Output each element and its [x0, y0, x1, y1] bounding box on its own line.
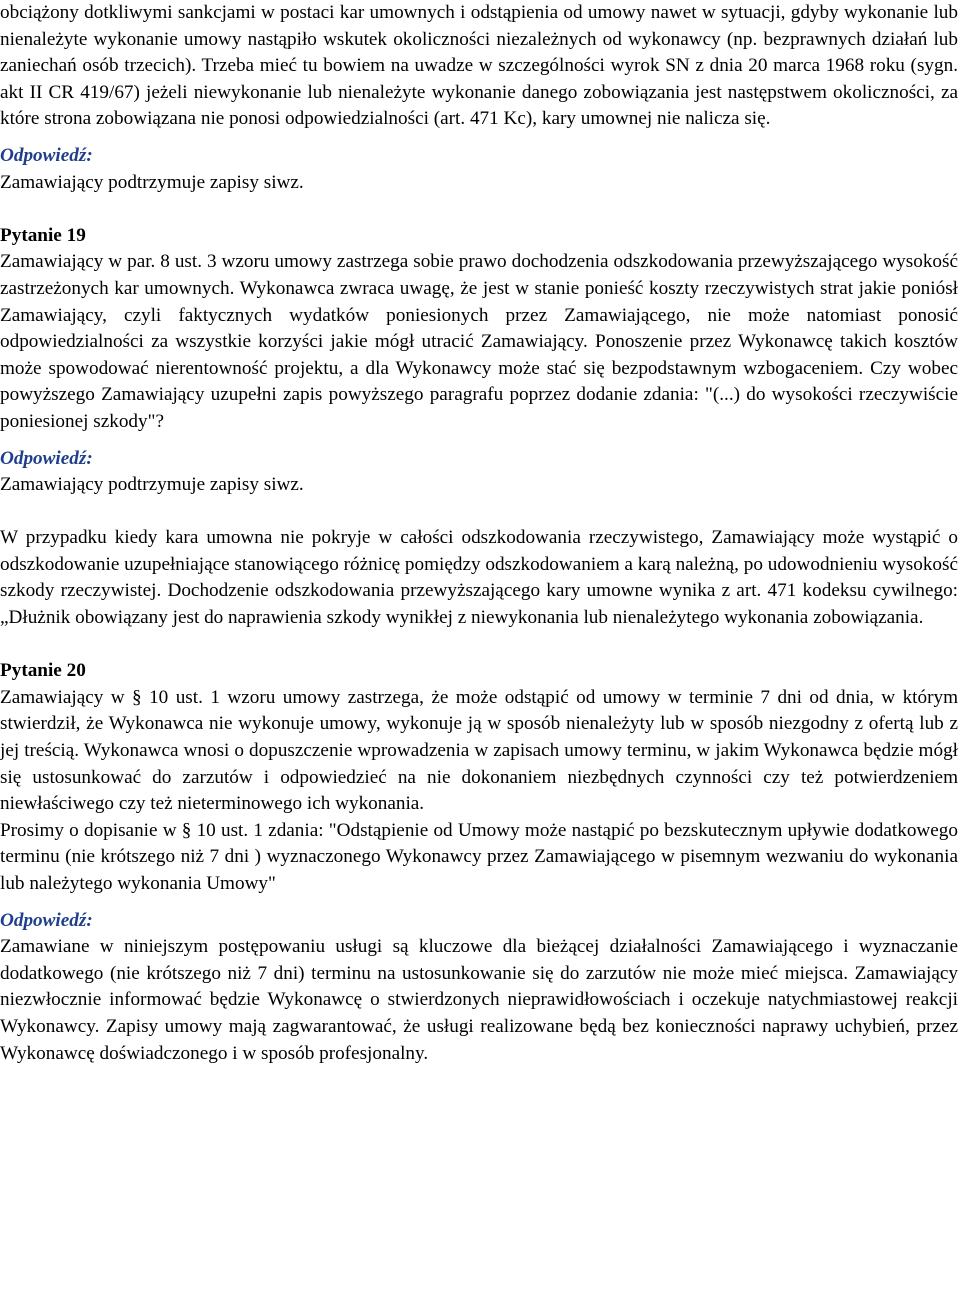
answer-label: Odpowiedź:: [0, 447, 93, 469]
answer-text: Zamawiający podtrzymuje zapisy siwz.: [0, 474, 304, 496]
answer-19-explanation: W przypadku kiedy kara umowna nie pokryje w całości odszkodowania rzeczywistego, Zamawiający może wystąpić o odszkodowanie uzupełniające stanowiącego różnicę pomiędzy odszkodowaniem a karą należną, po udowodnieniu wysokość szkody rzeczywistej. Dochodzenie odszkodowania przewyższającego kary umowne wynika z art. 471 kodeksu cywilnego: „Dłużnik obowiązany jest do naprawienia szkody wynikłej z niewykonania lub nienależytego wykonania zobowiązania.: [0, 527, 958, 629]
answer-label: Odpowiedź:: [0, 909, 93, 931]
answer-text: Zamawiający podtrzymuje zapisy siwz.: [0, 171, 304, 193]
question-19-heading: Pytanie 19: [0, 224, 86, 246]
question-20-request: Prosimy o dopisanie w § 10 ust. 1 zdania: "Odstąpienie od Umowy może nastąpić po bezskutecznym upływie dodatkowego terminu (nie krótszego niż 7 dni ) wyznaczonego Wykonawcy przez Zamawiającego w pisemnym wezwaniu do wykonania lub należytego wykonania Umowy": [0, 819, 958, 894]
question-19-text: Zamawiający w par. 8 ust. 3 wzoru umowy zastrzega sobie prawo dochodzenia odszkodowania przewyższającego wysokość zastrzeżonych kar umownych. Wykonawca zwraca uwagę, że jest w stanie ponieść koszty rzeczywistych strat jakie poniósł Zamawiający, czyli faktycznych wydatków poniesionych przez Zamawiającego, nie może natomiast ponosić odpowiedzialności za wszystkie korzyści jakie mógł utracić Zamawiający. Ponoszenie przez Wykonawcę takich kosztów może spowodować nierentowność projektu, a dla Wykonawcy może stać się bezpodstawnym wzbogaceniem. Czy wobec powyższego Zamawiający uzupełni zapis powyższego paragrafu poprzez dodanie zdania: "(...) do wysokości rzeczywiście poniesionej szkody"?: [0, 251, 958, 432]
question-20-heading: Pytanie 20: [0, 660, 86, 682]
answer-text: Zamawiane w niniejszym postępowaniu usługi są kluczowe dla bieżącej działalności Zamawiającego i wyznaczanie dodatkowego (nie krótszego niż 7 dni) terminu na ustosunkowanie się do zarzutów nie może mieć miejsca. Zamawiający niezwłocznie informować będzie Wykonawcę o stwierdzonych nieprawidłowościach i oczekuje natychmiastowej reakcji Wykonawcy. Zapisy umowy mają zagwarantować, że usługi realizowane będą bez konieczności naprawy uchybień, przez Wykonawcę doświadczonego i w sposób profesjonalny.: [0, 936, 958, 1064]
intro-paragraph: obciążony dotkliwymi sankcjami w postaci kar umownych i odstąpienia od umowy nawet w sytuacji, gdyby wykonanie lub nienależyte wykonanie umowy nastąpiło wskutek okoliczności niezależnych od wykonawcy (np. bezprawnych działań lub zaniechań osób trzecich). Trzeba mieć tu bowiem na uwadze w szczególności wyrok SN z dnia 20 marca 1968 roku (sygn. akt II CR 419/67) jeżeli niewykonanie lub nienależyte wykonanie danego zobowiązania jest następstwem okoliczności, za które strona zobowiązana nie ponosi odpowiedzialności (art. 471 Kc), kary umownej nie nalicza się.: [0, 2, 958, 130]
answer-label: Odpowiedź:: [0, 144, 93, 166]
question-20-text: Zamawiający w § 10 ust. 1 wzoru umowy zastrzega, że może odstąpić od umowy w terminie 7 dni od dnia, w którym stwierdził, że Wykonawca nie wykonuje umowy, wykonuje ją w sposób nienależyty lub w sposób niezgodny z ofertą lub z jej treścią. Wykonawca wnosi o dopuszczenie wprowadzenia w zapisach umowy terminu, w jakim Wykonawca będzie mógł się ustosunkować do zarzutów i odpowiedzieć na nie dokonaniem niezbędnych czynności czy też potwierdzeniem niewłaściwego czy też nieterminowego ich wykonania.: [0, 686, 958, 815]
